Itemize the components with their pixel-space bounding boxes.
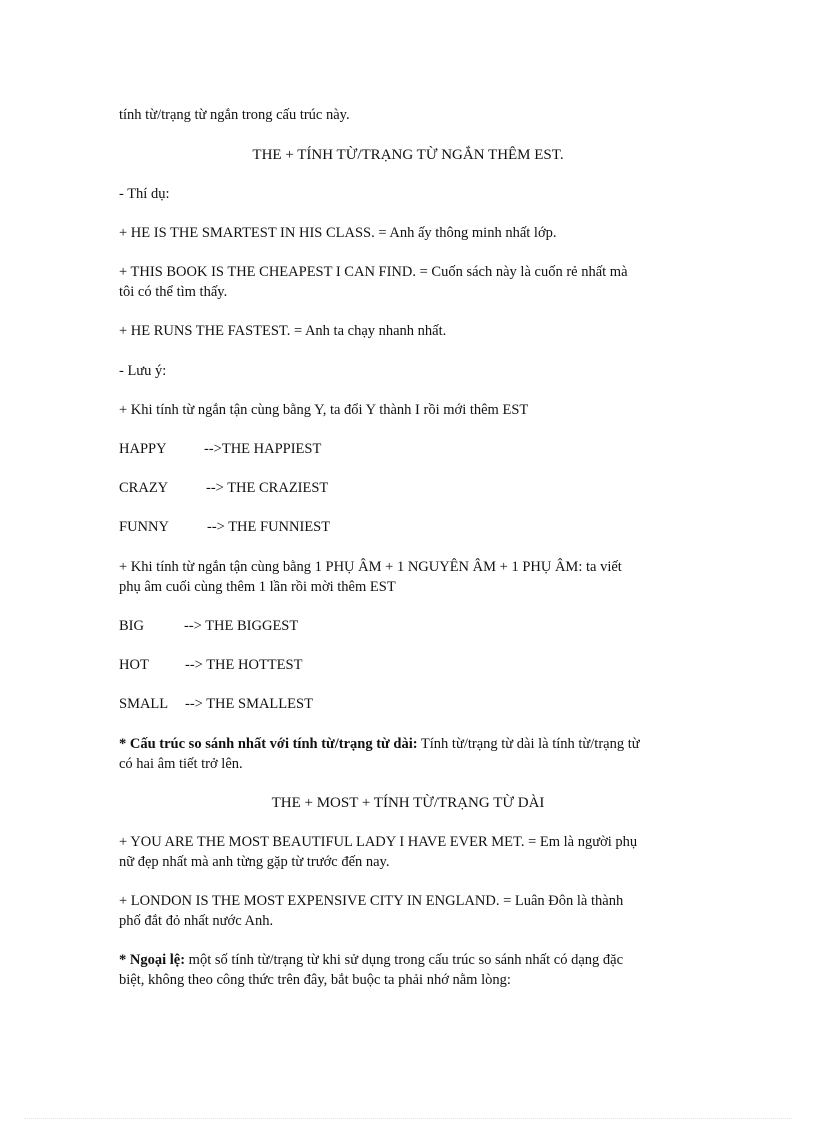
rule-ending-y: + Khi tính từ ngắn tận cùng bằng Y, ta đổi Y thành I rồi mới thêm EST <box>119 402 529 418</box>
word-pair-happy <box>119 440 322 459</box>
word-pair-big <box>119 617 299 636</box>
examples-label: - Thí dụ: <box>119 186 170 202</box>
exception-line-1 <box>119 951 701 970</box>
base-word: SMALL <box>119 696 169 712</box>
superlative-form: --> THE HOTTEST <box>185 657 303 673</box>
long-adjective-heading-line-2: có hai âm tiết trở lên. <box>119 756 243 772</box>
long-adjective-heading-rest: Tính từ/trạng từ dài là tính từ/trạng từ <box>417 736 640 752</box>
formula-short-adjectives: THE + TÍNH TỪ/TRẠNG TỪ NGẮN THÊM EST. <box>252 147 564 163</box>
superlative-form: -->THE HAPPIEST <box>204 441 322 457</box>
base-word: HAPPY <box>119 441 167 457</box>
word-pair-hot <box>119 656 303 675</box>
long-example-2-line-2: phố đắt đỏ nhất nước Anh. <box>119 913 274 929</box>
exception-label: * Ngoại lệ: <box>119 952 186 968</box>
superlative-form: --> THE BIGGEST <box>184 618 299 634</box>
base-word: CRAZY <box>119 480 169 496</box>
note-label: - Lưu ý: <box>119 363 167 379</box>
superlative-form: --> THE SMALLEST <box>185 696 313 712</box>
superlative-form: --> THE FUNNIEST <box>207 519 331 535</box>
word-pair-funny <box>119 518 331 537</box>
example-1: + HE IS THE SMARTEST IN HIS CLASS. = Anh ấy thông minh nhất lớp. <box>119 225 557 241</box>
intro-text-tail: tính từ/trạng từ ngắn trong cấu trúc này. <box>119 107 350 123</box>
example-3: + HE RUNS THE FASTEST. = Anh ta chạy nhanh nhất. <box>119 323 447 339</box>
base-word: BIG <box>119 618 144 634</box>
long-adjective-heading-bold: * Cấu trúc so sánh nhất với tính từ/trạng từ dài: <box>119 736 418 752</box>
long-example-1-line-1: + YOU ARE THE MOST BEAUTIFUL LADY I HAVE EVER MET. = Em là người phụ <box>119 834 638 850</box>
base-word: HOT <box>119 657 149 673</box>
formula-long-adjectives: THE + MOST + TÍNH TỪ/TRẠNG TỪ DÀI <box>271 795 545 811</box>
word-pair-crazy <box>119 479 329 498</box>
base-word: FUNNY <box>119 519 169 535</box>
rule-cvc-line-1: + Khi tính từ ngắn tận cùng bằng 1 PHỤ ÂM + 1 NGUYÊN ÂM + 1 PHỤ ÂM: ta viết <box>119 559 622 575</box>
exception-text: một số tính từ/trạng từ khi sử dụng trong cấu trúc so sánh nhất có dạng đặc <box>185 952 624 968</box>
exception-line-2: biệt, không theo công thức trên đây, bắt buộc ta phải nhớ nằm lòng: <box>119 972 511 988</box>
rule-cvc-line-2: phụ âm cuối cùng thêm 1 lần rồi mời thêm EST <box>119 579 396 595</box>
example-2-line-1: + THIS BOOK IS THE CHEAPEST I CAN FIND. = Cuốn sách này là cuốn rẻ nhất mà <box>119 264 628 280</box>
superlative-form: --> THE CRAZIEST <box>206 480 329 496</box>
long-example-2-line-1: + LONDON IS THE MOST EXPENSIVE CITY IN ENGLAND. = Luân Đôn là thành <box>119 893 624 909</box>
example-2-line-2: tôi có thể tìm thấy. <box>119 284 228 300</box>
long-example-1-line-2: nữ đẹp nhất mà anh từng gặp từ trước đến nay. <box>119 854 390 870</box>
long-adjective-heading-line-1 <box>119 735 701 754</box>
page-bottom-divider <box>24 1118 792 1119</box>
word-pair-small <box>119 695 313 714</box>
